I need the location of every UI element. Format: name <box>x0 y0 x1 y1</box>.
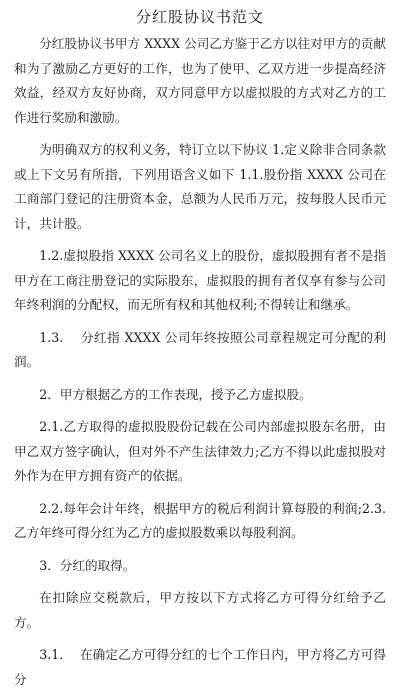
paragraph-dividend-definition: 1.3. 分红指 XXXX 公司年终按照公司章程规定可分配的利润。 <box>14 329 386 369</box>
paragraph-dividend-heading: 3．分红的取得。 <box>39 557 136 573</box>
paragraph-definitions: 为明确双方的权利义务，特订立以下协议 1.定义除非合同条款或上下文另有所指，下列用语含义如下 1.1.股份指 XXXX 公司在工商部门登记的注册资本金，总额为人民币万元，按每股人民币元计，共计股。 <box>14 142 386 231</box>
document-title: 分红股协议书范文 <box>135 8 264 26</box>
paragraph-virtual-share: 1.2.虚拟股指 XXXX 公司名义上的股份，虚拟股拥有者不是指甲方在工商注册登记的实际股东，虚拟股的拥有者仅享有参与公司年终利润的分配权，而无所有权和其他权利;不得转让和继承。 <box>14 248 386 312</box>
paragraph-intro: 分红股协议书甲方 XXXX 公司乙方鉴于乙方以往对甲方的贡献和为了激励乙方更好的工作，也为了使甲、乙双方进一步提高经济效益，经双方友好协商，双方同意甲方以虚拟股的方式对乙方的工作进行奖励和激励。 <box>14 36 386 125</box>
paragraph-register: 2.1.乙方取得的虚拟股股份记载在公司内部虚拟股东名册，由甲乙双方签字确认，但对外不产生法律效力;乙方不得以此虚拟股对外作为在甲方拥有资产的依据。 <box>14 419 386 483</box>
paragraph-annual-profit: 2.2.每年会计年终，根据甲方的税后利润计算每股的利润;2.3.乙方年终可得分红为乙方的虚拟股数乘以每股利润。 <box>14 500 386 540</box>
paragraph-grant: 2．甲方根据乙方的工作表现，授予乙方虚拟股。 <box>39 386 312 402</box>
paragraph-tax-deduction: 在扣除应交税款后，甲方按以下方式将乙方可得分红给予乙方。 <box>14 590 386 630</box>
paragraph-payment-terms: 3.1. 在确定乙方可得分红的七个工作日内，甲方将乙方可得分 <box>14 647 386 687</box>
